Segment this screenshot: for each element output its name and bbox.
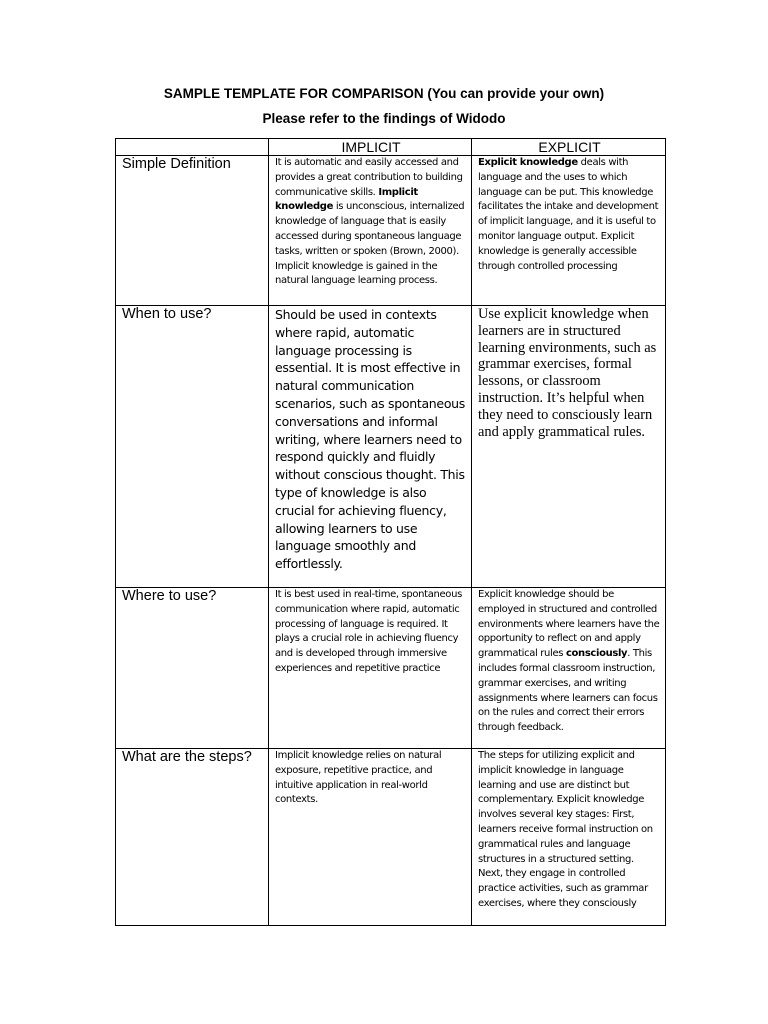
definition-implicit-cell xyxy=(269,156,472,306)
table-row-where xyxy=(116,588,666,749)
document-subtitle: Please refer to the findings of Widodo xyxy=(262,111,506,126)
steps-implicit-cell: Implicit knowledge relies on natural exposure, repetitive practice, and intuitive application in real-world contexts. xyxy=(269,749,472,926)
table-header-row xyxy=(116,139,666,156)
row-label-when: When to use? xyxy=(116,306,269,588)
document-title: SAMPLE TEMPLATE FOR COMPARISON (You can provide your own) xyxy=(163,86,605,101)
row-label-where: Where to use? xyxy=(116,588,269,749)
when-explicit-cell: Use explicit knowledge when learners are in structured learning environments, such as grammar exercises, formal lessons, or classroom instruction. It’s helpful when they need to consciously learn and apply grammatical rules. xyxy=(472,306,666,588)
definition-explicit-cell xyxy=(472,156,666,306)
where-explicit-text-1: Explicit knowledge should be employed in structured and controlled environments where learners have the opportunity to reflect on and apply grammatical rules xyxy=(478,589,660,660)
definition-implicit-bold: Implicit knowledge xyxy=(275,186,418,213)
definition-implicit-text-2: is unconscious, internalized knowledge of language that is easily accessed during spontaneous language tasks, written or spoken (Brown, 2000). Implicit knowledge is gained in the natural language learning process. xyxy=(275,201,465,287)
header-row-label xyxy=(116,139,269,156)
definition-explicit-text: deals with language and the uses to which language can be put. This knowledge facilitates the intake and development of implicit language, and it is useful to monitor language output. Explicit knowledge is generally accessible through controlled processing xyxy=(478,157,659,272)
definition-explicit-bold: Explicit knowledge xyxy=(478,157,578,168)
steps-explicit-cell: The steps for utilizing explicit and implicit knowledge in language learning and use are distinct but complementary. Explicit knowledge involves several key stages: First, learners receive formal instruction on grammatical rules and language structures in a structured setting. Next, they engage in controlled practice activities, such as grammar exercises, where they consciously xyxy=(472,749,666,926)
where-implicit-cell: It is best used in real-time, spontaneous communication where rapid, automatic processing of language is required. It plays a crucial role in achieving fluency and is developed through immersive experiences and repetitive practice xyxy=(269,588,472,749)
when-implicit-cell: Should be used in contexts where rapid, automatic language processing is essential. It is most effective in natural communication scenarios, such as spontaneous conversations and informal writing, where learners need to respond quickly and fluidly without conscious thought. This type of knowledge is also crucial for achieving fluency, allowing learners to use language smoothly and effortlessly. xyxy=(269,306,472,588)
header-explicit: EXPLICIT xyxy=(472,139,666,156)
row-label-steps: What are the steps? xyxy=(116,749,269,926)
row-label-definition: Simple Definition xyxy=(116,156,269,306)
header-implicit: IMPLICIT xyxy=(269,139,472,156)
definition-implicit-text-1: It is automatic and easily accessed and provides a great contribution to building communicative skills. xyxy=(275,157,463,198)
table-row-when xyxy=(116,306,666,588)
table-row-definition xyxy=(116,156,666,306)
comparison-table xyxy=(115,138,666,926)
where-explicit-bold: consciously xyxy=(565,648,628,660)
table-row-steps xyxy=(116,749,666,926)
where-explicit-cell xyxy=(472,588,666,749)
where-explicit-text-2: . This includes formal classroom instruction, grammar exercises, and writing assignments where learners can focus on the rules and correct their errors through feedback. xyxy=(478,648,658,734)
